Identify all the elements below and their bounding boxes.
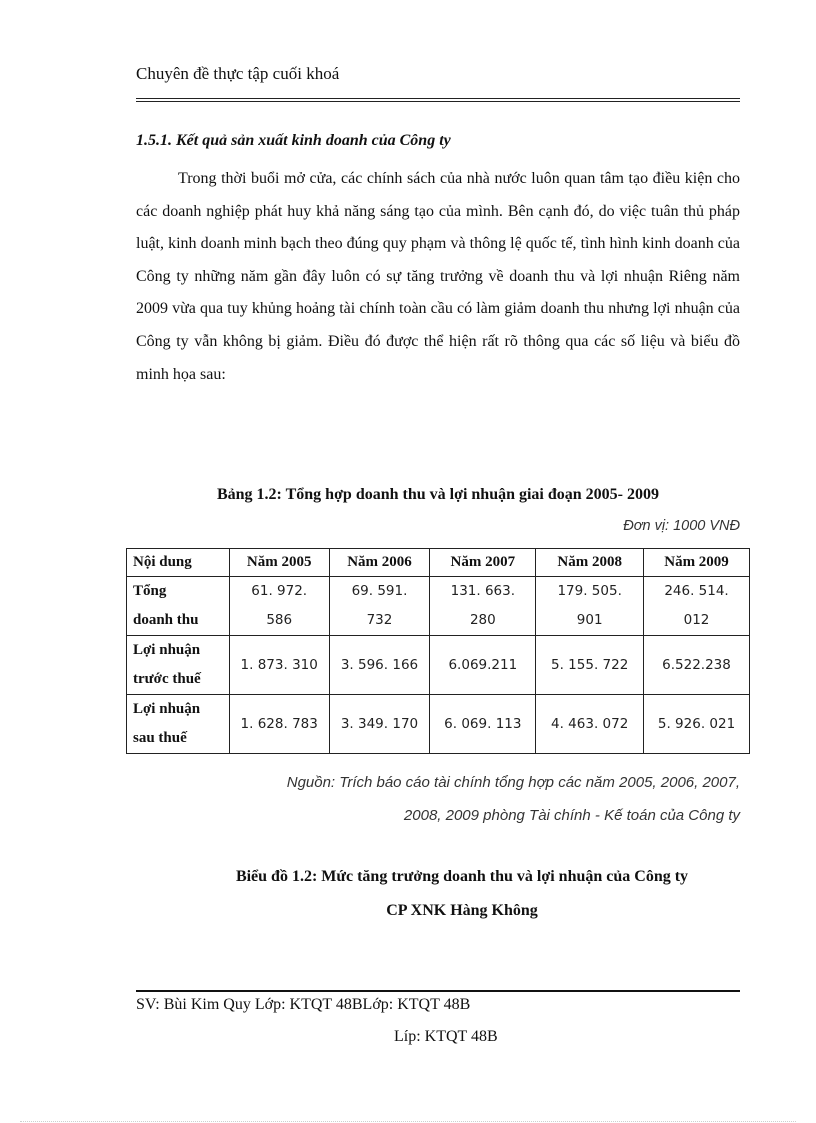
cell-value: 5. 926. 021 xyxy=(644,695,750,754)
cell-value: 246. 514. 012 xyxy=(644,577,750,636)
footer-student-line: SV: Bùi Kim Quy Lớp: KTQT 48BLớp: KTQT 48B xyxy=(136,996,471,1013)
cell-value: 4. 463. 072 xyxy=(536,695,644,754)
cell-value: 5. 155. 722 xyxy=(536,636,644,695)
cell-value: 3. 349. 170 xyxy=(329,695,430,754)
chart-caption: Biểu đồ 1.2: Mức tăng trưởng doanh thu và lợi nhuận của Công ty CP XNK Hàng Không xyxy=(235,868,689,919)
header-cell-2008: Năm 2008 xyxy=(536,549,644,577)
table-header-row xyxy=(127,549,750,577)
cell-value: 3. 596. 166 xyxy=(329,636,430,695)
header-rule xyxy=(136,98,740,102)
header-cell-content: Nội dung xyxy=(127,549,230,577)
row-label: Lợi nhuận trước thuế xyxy=(127,636,230,695)
cell-value: 179. 505. 901 xyxy=(536,577,644,636)
revenue-profit-table xyxy=(126,548,750,754)
row-label: Tổng doanh thu xyxy=(127,577,230,636)
header-cell-2009: Năm 2009 xyxy=(644,549,750,577)
cell-value: 6. 069. 113 xyxy=(430,695,536,754)
section-heading: 1.5.1. Kết quả sản xuất kinh doanh của Công ty xyxy=(136,132,451,149)
cell-value: 6.069.211 xyxy=(430,636,536,695)
body-paragraph: Trong thời buổi mở cửa, các chính sách của nhà nước luôn quan tâm tạo điều kiện cho các doanh nghiệp phát huy khả năng sáng tạo của mình. Bên cạnh đó, do việc tuân thủ pháp luật, kinh doanh minh bạch theo đúng quy phạm và thông lệ quốc tế, tình hình kinh doanh của Công ty những năm gần đây luôn có sự tăng trưởng về doanh thu và lợi nhuận Riêng năm 2009 vừa qua tuy khủng hoảng tài chính toàn cầu có làm giảm doanh thu nhưng lợi nhuận của Công ty vẫn không bị giảm. Điều đó được thể hiện rất rõ thông qua các số liệu và biểu đồ minh họa sau: xyxy=(136,170,740,383)
cell-value: 6.522.238 xyxy=(644,636,750,695)
table-row-profit-before-tax xyxy=(127,636,750,695)
header-cell-2006: Năm 2006 xyxy=(329,549,430,577)
header-cell-2007: Năm 2007 xyxy=(430,549,536,577)
table-row-profit-after-tax xyxy=(127,695,750,754)
unit-note: Đơn vị: 1000 VNĐ xyxy=(623,518,740,534)
cell-value: 1. 873. 310 xyxy=(229,636,329,695)
header-cell-2005: Năm 2005 xyxy=(229,549,329,577)
page-header-title: Chuyên đề thực tập cuối khoá xyxy=(136,64,340,83)
footer-class-line: Líp: KTQT 48B xyxy=(394,1028,498,1045)
table-row-total-revenue xyxy=(127,577,750,636)
page-edge xyxy=(20,1121,796,1122)
cell-value: 61. 972. 586 xyxy=(229,577,329,636)
cell-value: 1. 628. 783 xyxy=(229,695,329,754)
row-label: Lợi nhuận sau thuế xyxy=(127,695,230,754)
footer-rule xyxy=(136,990,740,992)
table-title: Bảng 1.2: Tổng hợp doanh thu và lợi nhuận giai đoạn 2005- 2009 xyxy=(216,486,659,503)
source-note: Nguồn: Trích báo cáo tài chính tổng hợp các năm 2005, 2006, 2007, 2008, 2009 phòng Tài chính - Kế toán của Công ty xyxy=(286,774,740,824)
cell-value: 69. 591. 732 xyxy=(329,577,430,636)
cell-value: 131. 663. 280 xyxy=(430,577,536,636)
